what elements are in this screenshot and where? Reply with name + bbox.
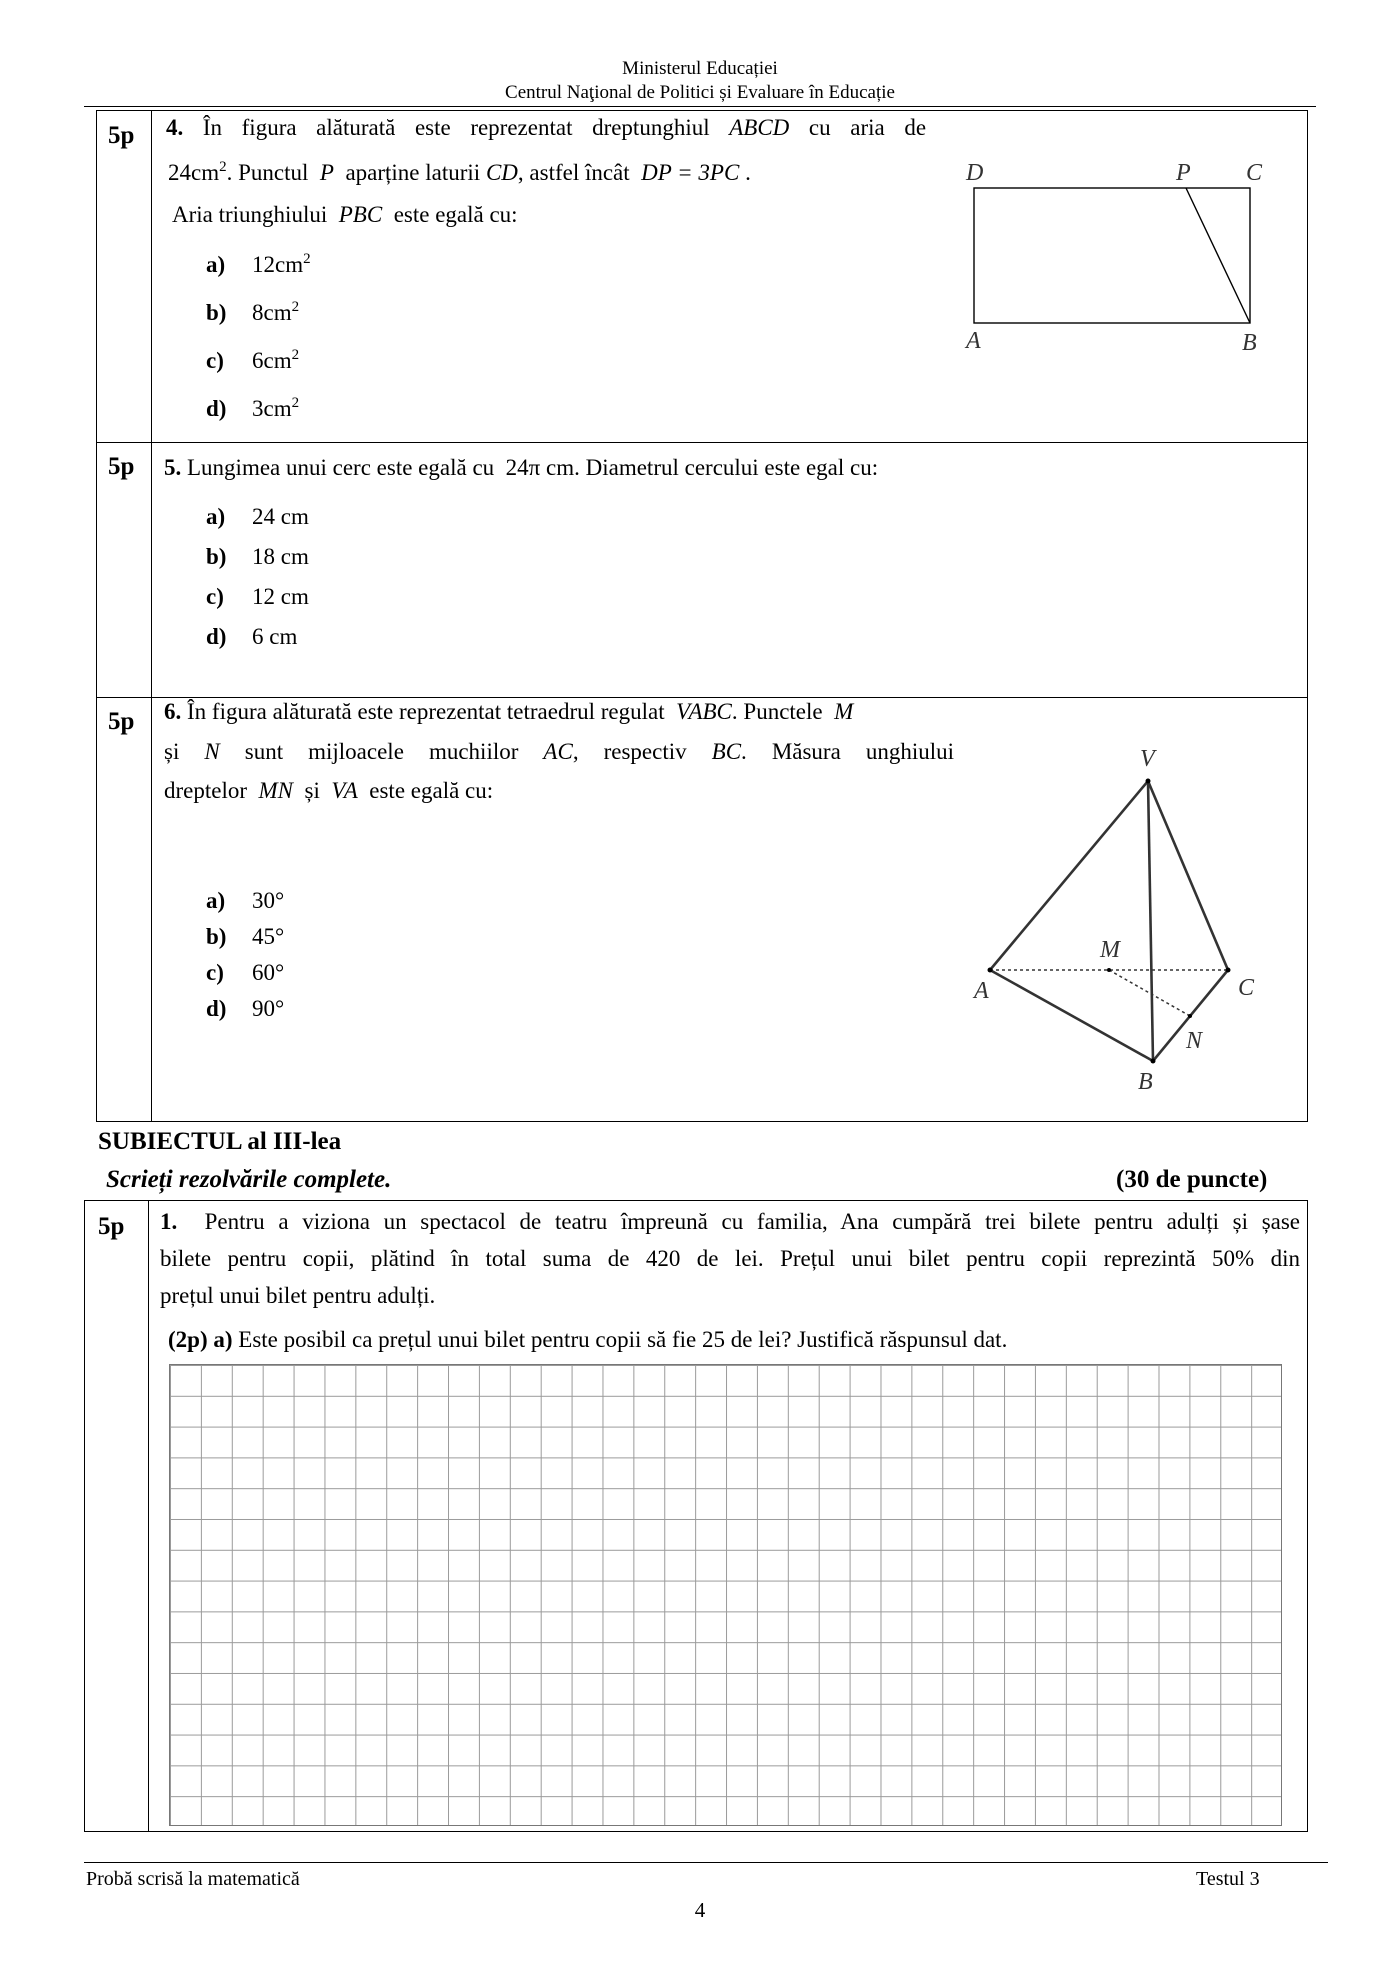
q5-option-c[interactable]: c) 12 cm <box>206 584 309 609</box>
segment-pb <box>1186 188 1250 323</box>
label-c: C <box>1246 160 1263 186</box>
rectangle-abcd <box>974 188 1250 323</box>
q6-option-b[interactable]: b) 45° <box>206 924 285 949</box>
p1-line2: bilete pentru copii, plătind în total suma de 420 de lei. Prețul unui bilet pentru copii reprezintă 50% din <box>160 1246 1300 1271</box>
label-a: A <box>966 328 981 354</box>
header-center: Centrul Naţional de Politici și Evaluare în Educație <box>505 82 895 103</box>
q6-option-d[interactable]: d) 90° <box>206 996 285 1021</box>
label-b: B <box>1138 1069 1153 1095</box>
p1-number: 1. <box>160 1209 178 1234</box>
q5-option-b[interactable]: b) 18 cm <box>206 544 309 569</box>
point-b <box>1151 1059 1156 1064</box>
point-m <box>1107 968 1111 972</box>
q4-option-d[interactable]: d) $3cm^2$ <box>206 395 300 421</box>
point-n <box>1188 1014 1192 1018</box>
q4-points: 5p <box>108 122 135 149</box>
q6-option-c[interactable]: c) 60° <box>206 960 285 985</box>
q6-line2: și N sunt mijloacele muchiilor AC, respectiv BC. Măsura unghiului <box>164 739 954 764</box>
q4-option-a[interactable]: a) $12cm^2$ <box>206 251 311 277</box>
header-rule <box>84 106 1316 107</box>
p1-a-label: a) <box>213 1327 233 1352</box>
q6-line3: dreptelor MN și VA este egală cu: <box>164 778 494 803</box>
points-column-divider <box>151 110 152 1122</box>
point-v <box>1146 779 1151 784</box>
q5-stem: 5. Lungimea unui cerc este egală cu 24π cm. Diametrul cercului este egal cu: <box>164 455 879 480</box>
label-n: N <box>1186 1028 1203 1054</box>
q5-option-a[interactable]: a) 24 cm <box>206 504 309 529</box>
q6-number: 6. <box>164 699 182 724</box>
q4-rectangle-name: ABCD <box>729 115 790 140</box>
q5-option-d[interactable]: d) 6 cm <box>206 624 298 649</box>
edge-vb <box>1148 781 1153 1061</box>
footer-right: Testul 3 <box>1196 1868 1260 1890</box>
row-divider-q4-q5 <box>96 442 1308 443</box>
label-a: A <box>974 978 989 1004</box>
label-b: B <box>1242 330 1257 356</box>
p1-line1: 1. Pentru a viziona un spectacol de teatru împreună cu familia, Ana cumpără trei bilete pentru adulți și șase <box>160 1209 1301 1234</box>
p1-statement <box>160 1203 1300 1314</box>
p1-line3: prețul unui bilet pentru adulți. <box>160 1283 436 1308</box>
q6-option-a[interactable]: a) 30° <box>206 888 285 913</box>
footer-left: Probă scrisă la matematică <box>86 1868 300 1890</box>
q4-line1: 4. În figura alăturată este reprezentat dreptunghiul ABCD cu aria de <box>166 115 927 140</box>
label-v: V <box>1140 746 1155 772</box>
q4-line3: Aria triunghiului PBC este egală cu: <box>172 202 518 227</box>
label-d: D <box>966 160 984 186</box>
edge-va <box>990 781 1148 970</box>
q4-number: 4. <box>166 115 184 140</box>
q4-option-b[interactable]: b) $8cm^2$ <box>206 299 300 325</box>
label-p: P <box>1176 160 1191 186</box>
section3-title: SUBIECTUL al III-lea <box>98 1128 342 1155</box>
q5-points: 5p <box>108 453 135 480</box>
section3-instruction: Scrieți rezolvările complete. <box>106 1166 392 1193</box>
q4-rectangle-figure <box>940 150 1280 360</box>
edge-vc <box>1148 781 1228 970</box>
q6-points: 5p <box>108 708 135 735</box>
q6-line1: 6. În figura alăturată este reprezentat tetraedrul regulat VABC. Punctele M <box>164 699 854 724</box>
answer-grid[interactable] <box>169 1364 1282 1826</box>
header-ministry: Ministerul Educației <box>622 58 778 79</box>
label-m: M <box>1100 937 1120 963</box>
q5-number: 5. <box>164 455 182 480</box>
edge-ab <box>990 970 1153 1061</box>
q4-option-c[interactable]: c) $6cm^2$ <box>206 347 300 373</box>
q6-tetrahedron-figure <box>960 735 1270 1095</box>
p1-a-points: (2p) <box>168 1327 208 1352</box>
page-number: 4 <box>694 1898 706 1922</box>
label-c: C <box>1238 975 1255 1001</box>
p1-points: 5p <box>98 1213 125 1240</box>
point-a <box>988 968 993 973</box>
p1-part-a: (2p) a) Este posibil ca prețul unui bilet pentru copii să fie 25 de lei? Justifică răspunsul dat. <box>168 1327 1008 1352</box>
point-c <box>1226 968 1231 973</box>
footer-rule <box>84 1862 1328 1863</box>
q4-line2: $24cm^2$. Punctul P aparține laturii CD, astfel încât DP = 3PC . <box>168 159 751 185</box>
section3-points: (30 de puncte) <box>1116 1166 1268 1193</box>
segment-mn <box>1109 970 1190 1016</box>
problem1-points-divider <box>148 1200 149 1832</box>
